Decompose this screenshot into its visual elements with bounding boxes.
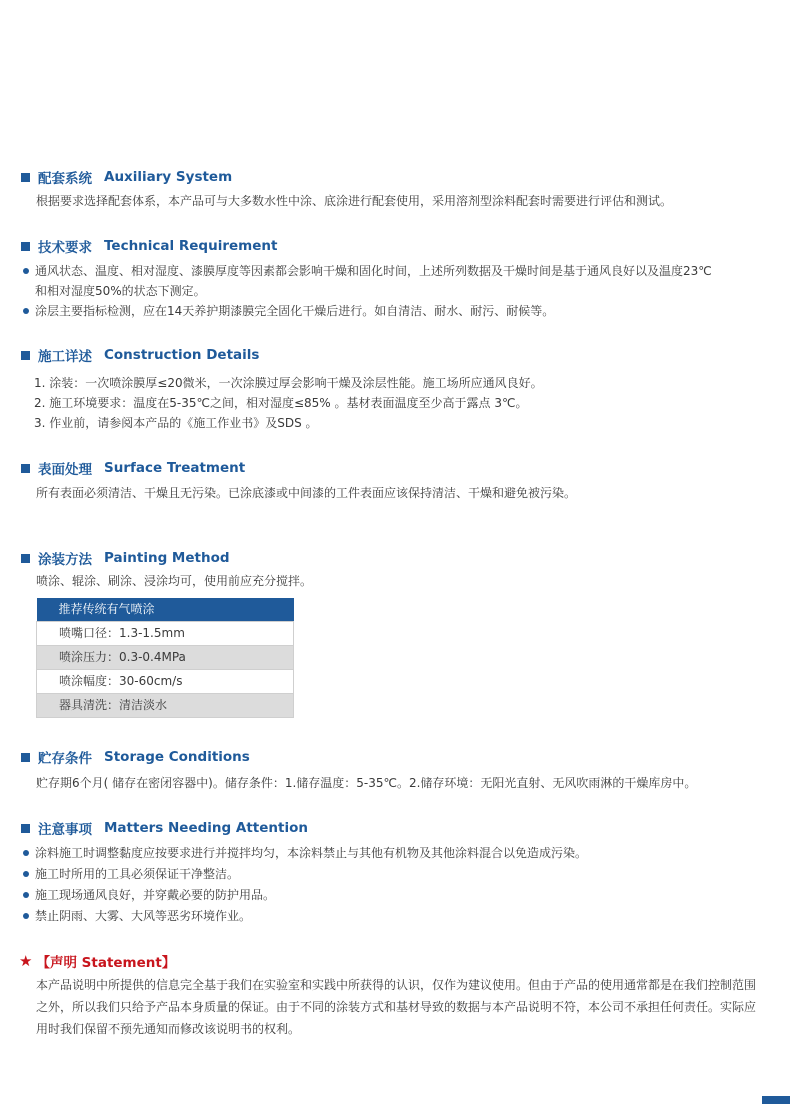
- list-item: [21, 906, 251, 926]
- section-heading-construction-details: [21, 345, 259, 365]
- section-heading-technical-requirement: [21, 236, 277, 256]
- list-item: [21, 301, 554, 321]
- list-item-line: 涂料施工时调整黏度应按要求进行并搅拌均匀，本涂料禁止与其他有机物及其他涂料混合以免造成污染。: [35, 846, 588, 860]
- construction-step-2: 2. 施工环境要求：温度在5-35℃之间，相对湿度≤85% 。基材表面温度至少高于露点 3℃。: [34, 396, 528, 410]
- heading-cn: 涂装方法: [38, 552, 92, 568]
- heading-en: Auxiliary System: [104, 169, 233, 185]
- statement-heading: [19, 951, 175, 971]
- bullet-dot-icon: [23, 871, 29, 877]
- heading-en: Painting Method: [104, 550, 230, 566]
- list-item-line: 和相对湿度50%的状态下测定。: [35, 284, 206, 298]
- construction-step-1: 1. 涂装：一次喷涂膜厚≤20微米，一次涂膜过厚会影响干燥及涂层性能。施工场所应通风良好。: [34, 376, 543, 390]
- section-heading-auxiliary-system: [21, 167, 232, 187]
- spray-parameters-table: [36, 598, 294, 718]
- square-bullet-icon: [21, 464, 30, 473]
- statement-text: 本产品说明中所提供的信息完全基于我们在实验室和实践中所获得的认识，仅作为建议使用。但由于产品的使用通常都是在我们控制范围之外，所以我们只给予产品本身质量的保证。由于不同的涂装方式和基材导致的数据与本产品说明不符，本公司不承担任何责任。实际应用时我们保留不预先通知而修改该说明书的权利。: [36, 978, 757, 1036]
- list-item-line: 涂层主要指标检测，应在14天养护期漆膜完全固化干燥后进行。如自清洁、耐水、耐污、耐候等。: [35, 304, 555, 318]
- list-item: [21, 885, 275, 905]
- painting-method-text: 喷涂、辊涂、刷涂、浸涂均可，使用前应充分搅拌。: [36, 574, 313, 588]
- table-cell: 器具清洗：清洁淡水: [37, 694, 294, 718]
- heading-en: Matters Needing Attention: [104, 820, 308, 836]
- table-row: [37, 622, 294, 646]
- table-cell: 喷涂幅度：30-60cm/s: [37, 670, 294, 694]
- heading-cn: 施工详述: [38, 349, 92, 365]
- heading-en: Construction Details: [104, 347, 260, 363]
- section-heading-painting-method: [21, 548, 230, 568]
- square-bullet-icon: [21, 351, 30, 360]
- heading-en: Surface Treatment: [104, 460, 246, 476]
- section-heading-matters-needing-attention: [21, 818, 308, 838]
- heading-en: Technical Requirement: [104, 238, 278, 254]
- list-item-line: 禁止阴雨、大雾、大风等恶劣环境作业。: [35, 909, 252, 923]
- list-item: [21, 843, 587, 863]
- table-cell: 喷嘴口径：1.3-1.5mm: [37, 622, 294, 646]
- square-bullet-icon: [21, 173, 30, 182]
- bullet-dot-icon: [23, 268, 29, 274]
- section-heading-surface-treatment: [21, 458, 245, 478]
- construction-step-3: 3. 作业前，请参阅本产品的《施工作业书》及SDS 。: [34, 416, 318, 430]
- statement-title: 【声明 Statement】: [36, 955, 176, 971]
- list-item-line: 施工时所用的工具必须保证干净整洁。: [35, 867, 240, 881]
- square-bullet-icon: [21, 753, 30, 762]
- heading-cn: 技术要求: [38, 240, 92, 256]
- bullet-dot-icon: [23, 913, 29, 919]
- bullet-dot-icon: [23, 308, 29, 314]
- bullet-dot-icon: [23, 850, 29, 856]
- list-item-line: 施工现场通风良好，并穿戴必要的防护用品。: [35, 888, 276, 902]
- list-item: [21, 261, 712, 301]
- table-row: [37, 646, 294, 670]
- heading-en: Storage Conditions: [104, 749, 250, 765]
- heading-cn: 表面处理: [38, 462, 92, 478]
- star-icon: ★: [19, 952, 33, 970]
- table-row: [37, 670, 294, 694]
- table-header: 推荐传统有气喷涂: [37, 598, 294, 622]
- table-header-row: [37, 598, 294, 622]
- table-cell: 喷涂压力：0.3-0.4MPa: [37, 646, 294, 670]
- list-item-line: 通风状态、温度、相对湿度、漆膜厚度等因素都会影响干燥和固化时间，上述所列数据及干燥时间是基于通风良好以及温度23℃: [35, 264, 712, 278]
- table-row: [37, 694, 294, 718]
- surface-treatment-text: 所有表面必须清洁、干燥且无污染。已涂底漆或中间漆的工件表面应该保持清洁、干燥和避免被污染。: [36, 486, 577, 500]
- heading-cn: 贮存条件: [38, 751, 92, 767]
- page-corner-mark: [762, 1096, 790, 1104]
- section-heading-storage-conditions: [21, 747, 250, 767]
- list-item: [21, 864, 239, 884]
- heading-cn: 注意事项: [38, 822, 92, 838]
- square-bullet-icon: [21, 554, 30, 563]
- auxiliary-system-text: 根据要求选择配套体系，本产品可与大多数水性中涂、底涂进行配套使用，采用溶剂型涂料配套时需要进行评估和测试。: [36, 194, 673, 208]
- square-bullet-icon: [21, 242, 30, 251]
- bullet-dot-icon: [23, 892, 29, 898]
- square-bullet-icon: [21, 824, 30, 833]
- storage-conditions-text: 贮存期6个月( 储存在密闭容器中)。储存条件：1.储存温度：5-35℃。2.储存环境：无阳光直射、无风吹雨淋的干燥库房中。: [36, 776, 697, 790]
- heading-cn: 配套系统: [38, 171, 92, 187]
